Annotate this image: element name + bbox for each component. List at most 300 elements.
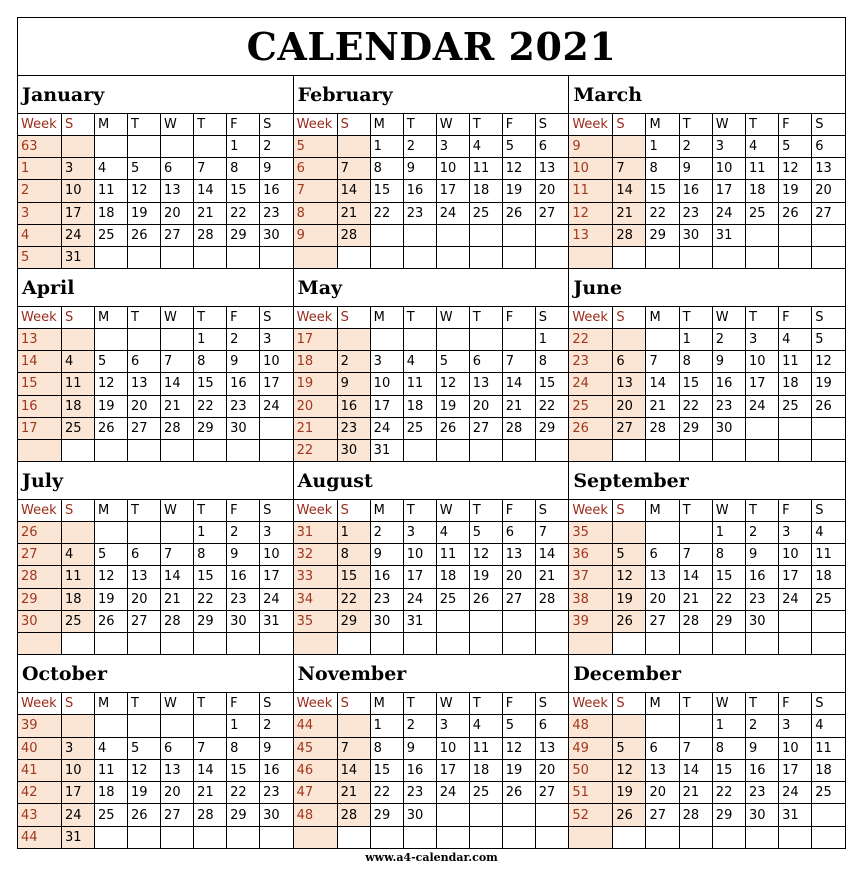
week-number: 9 (294, 224, 338, 246)
day-cell: 6 (646, 544, 679, 566)
month-name: October (18, 655, 293, 693)
day-cell: 27 (161, 804, 194, 826)
day-cell (812, 417, 845, 439)
day-cell: 11 (436, 544, 469, 566)
day-cell (370, 329, 403, 351)
week-row (294, 180, 569, 202)
weekday-header: T (128, 307, 161, 329)
calendar-sheet (17, 17, 846, 849)
day-cell: 8 (646, 158, 679, 180)
day-cell (646, 329, 679, 351)
week-number: 2 (18, 180, 62, 202)
day-cell: 25 (403, 417, 436, 439)
day-cell: 14 (535, 544, 568, 566)
day-cell: 27 (502, 588, 535, 610)
week-row (569, 588, 845, 610)
week-row (294, 136, 569, 158)
month-block-july (18, 462, 294, 655)
day-cell: 17 (779, 759, 812, 781)
week-column-header: Week (569, 307, 613, 329)
month-block-april (18, 269, 294, 462)
day-cell: 4 (779, 329, 812, 351)
day-cell: 7 (337, 158, 370, 180)
day-cell (62, 522, 95, 544)
weekday-header: F (502, 500, 535, 522)
day-cell (403, 632, 436, 654)
weekday-header: M (370, 307, 403, 329)
day-cell: 24 (62, 224, 95, 246)
day-cell: 23 (370, 588, 403, 610)
day-cell: 9 (337, 373, 370, 395)
day-cell: 16 (260, 180, 293, 202)
day-cell (403, 224, 436, 246)
weekday-header: T (679, 114, 712, 136)
day-cell: 13 (535, 737, 568, 759)
day-cell: 31 (712, 224, 745, 246)
day-cell: 6 (161, 158, 194, 180)
weekday-header-row (294, 114, 569, 136)
week-row (294, 804, 569, 826)
day-cell (161, 329, 194, 351)
day-cell (502, 610, 535, 632)
day-cell: 9 (745, 737, 778, 759)
day-cell: 17 (403, 566, 436, 588)
day-cell: 5 (502, 715, 535, 737)
day-cell: 20 (646, 588, 679, 610)
week-row (294, 246, 569, 268)
day-cell (779, 417, 812, 439)
day-cell: 28 (337, 804, 370, 826)
weekday-header: F (502, 693, 535, 715)
day-cell: 22 (337, 588, 370, 610)
day-cell: 24 (712, 202, 745, 224)
day-cell: 9 (745, 544, 778, 566)
day-cell: 10 (62, 759, 95, 781)
week-number: 15 (18, 373, 62, 395)
day-cell: 11 (62, 566, 95, 588)
week-column-header: Week (294, 500, 338, 522)
day-cell: 13 (469, 373, 502, 395)
day-cell (436, 610, 469, 632)
weekday-header: S (535, 500, 568, 522)
footer-url[interactable]: www.a4-calendar.com (365, 851, 498, 864)
day-cell: 3 (260, 329, 293, 351)
month-name: September (569, 462, 845, 500)
day-cell (403, 826, 436, 848)
week-number: 35 (294, 610, 338, 632)
week-number: 40 (18, 737, 62, 759)
day-cell (712, 632, 745, 654)
month-name: December (569, 655, 845, 693)
day-cell: 3 (779, 715, 812, 737)
day-cell (161, 522, 194, 544)
week-row (294, 544, 569, 566)
day-cell (779, 632, 812, 654)
month-grid (294, 693, 569, 848)
day-cell (194, 439, 227, 461)
day-cell (613, 439, 646, 461)
weekday-header: T (745, 307, 778, 329)
day-cell: 10 (62, 180, 95, 202)
weekday-header: T (128, 114, 161, 136)
week-number: 26 (569, 417, 613, 439)
day-cell: 19 (128, 782, 161, 804)
day-cell: 7 (161, 351, 194, 373)
week-row (569, 439, 845, 461)
day-cell (403, 439, 436, 461)
day-cell (337, 632, 370, 654)
day-cell: 14 (646, 373, 679, 395)
day-cell: 30 (745, 610, 778, 632)
day-cell: 25 (779, 395, 812, 417)
day-cell: 4 (62, 544, 95, 566)
day-cell: 18 (779, 373, 812, 395)
week-number: 13 (569, 224, 613, 246)
day-cell: 9 (403, 158, 436, 180)
month-name: March (569, 76, 845, 114)
day-cell: 28 (646, 417, 679, 439)
day-cell: 17 (62, 782, 95, 804)
day-cell (646, 632, 679, 654)
day-cell: 12 (128, 180, 161, 202)
day-cell: 16 (403, 180, 436, 202)
day-cell: 13 (535, 158, 568, 180)
day-cell: 28 (679, 804, 712, 826)
day-cell (812, 439, 845, 461)
day-cell: 14 (502, 373, 535, 395)
week-number (569, 246, 613, 268)
day-cell (227, 246, 260, 268)
day-cell: 4 (745, 136, 778, 158)
day-cell: 23 (260, 782, 293, 804)
weekday-header: F (779, 500, 812, 522)
weekday-header: F (502, 114, 535, 136)
weekday-header: S (337, 307, 370, 329)
day-cell: 18 (95, 782, 128, 804)
week-row (569, 329, 845, 351)
day-cell: 13 (613, 373, 646, 395)
weekday-header: F (779, 307, 812, 329)
day-cell: 5 (95, 351, 128, 373)
week-row (294, 759, 569, 781)
week-number: 22 (294, 439, 338, 461)
day-cell (812, 632, 845, 654)
weekday-header: S (535, 307, 568, 329)
day-cell: 30 (227, 610, 260, 632)
day-cell: 24 (436, 202, 469, 224)
weekday-header: M (95, 500, 128, 522)
weekday-header-row (18, 307, 293, 329)
day-cell: 14 (194, 759, 227, 781)
day-cell (403, 246, 436, 268)
day-cell: 20 (535, 759, 568, 781)
day-cell: 23 (337, 417, 370, 439)
day-cell (128, 715, 161, 737)
week-row (18, 202, 293, 224)
week-number: 18 (294, 351, 338, 373)
weekday-header: T (679, 500, 712, 522)
day-cell: 23 (260, 202, 293, 224)
day-cell: 20 (535, 180, 568, 202)
day-cell: 18 (812, 566, 845, 588)
day-cell (613, 246, 646, 268)
week-number: 38 (569, 588, 613, 610)
weekday-header: S (62, 500, 95, 522)
weekday-header: M (646, 307, 679, 329)
weekday-header: T (469, 693, 502, 715)
day-cell: 22 (194, 395, 227, 417)
month-block-september (569, 462, 845, 655)
day-cell (337, 136, 370, 158)
day-cell: 30 (745, 804, 778, 826)
day-cell (95, 329, 128, 351)
day-cell: 4 (436, 522, 469, 544)
month-block-october (18, 655, 294, 848)
day-cell (161, 439, 194, 461)
day-cell (128, 329, 161, 351)
day-cell: 1 (712, 715, 745, 737)
day-cell: 25 (436, 588, 469, 610)
week-number: 31 (294, 522, 338, 544)
weekday-header: S (613, 114, 646, 136)
day-cell: 16 (745, 566, 778, 588)
day-cell: 24 (779, 782, 812, 804)
weekday-header-row (294, 693, 569, 715)
week-row (569, 804, 845, 826)
day-cell: 4 (812, 715, 845, 737)
day-cell: 25 (469, 782, 502, 804)
week-number: 45 (294, 737, 338, 759)
day-cell: 30 (337, 439, 370, 461)
week-number (18, 439, 62, 461)
day-cell (646, 826, 679, 848)
week-number: 23 (569, 351, 613, 373)
weekday-header: T (403, 114, 436, 136)
week-row (18, 566, 293, 588)
day-cell: 17 (260, 566, 293, 588)
day-cell: 7 (535, 522, 568, 544)
day-cell (502, 329, 535, 351)
day-cell: 27 (535, 782, 568, 804)
day-cell: 3 (436, 136, 469, 158)
day-cell: 18 (436, 566, 469, 588)
month-grid (569, 307, 845, 461)
day-cell: 19 (128, 202, 161, 224)
week-row (18, 158, 293, 180)
day-cell: 28 (502, 417, 535, 439)
day-cell: 4 (812, 522, 845, 544)
day-cell: 10 (403, 544, 436, 566)
weekday-header-row (569, 693, 845, 715)
day-cell: 15 (679, 373, 712, 395)
day-cell (337, 329, 370, 351)
day-cell: 3 (260, 522, 293, 544)
week-row (569, 632, 845, 654)
day-cell (469, 632, 502, 654)
day-cell (260, 417, 293, 439)
day-cell (62, 136, 95, 158)
day-cell: 5 (128, 158, 161, 180)
day-cell (469, 804, 502, 826)
month-grid (18, 500, 293, 654)
day-cell: 8 (370, 737, 403, 759)
day-cell (161, 715, 194, 737)
day-cell: 1 (370, 136, 403, 158)
month-grid (18, 307, 293, 461)
day-cell: 6 (128, 351, 161, 373)
day-cell (161, 826, 194, 848)
week-row (294, 737, 569, 759)
day-cell: 4 (403, 351, 436, 373)
day-cell: 12 (128, 759, 161, 781)
day-cell: 23 (227, 588, 260, 610)
week-number: 5 (294, 136, 338, 158)
day-cell: 11 (812, 544, 845, 566)
day-cell: 13 (161, 759, 194, 781)
day-cell: 19 (613, 782, 646, 804)
week-row (569, 395, 845, 417)
day-cell: 10 (712, 158, 745, 180)
day-cell: 6 (535, 136, 568, 158)
day-cell: 23 (679, 202, 712, 224)
day-cell: 18 (62, 395, 95, 417)
day-cell (62, 439, 95, 461)
day-cell: 12 (469, 544, 502, 566)
day-cell: 5 (95, 544, 128, 566)
day-cell: 23 (403, 202, 436, 224)
day-cell: 18 (469, 180, 502, 202)
day-cell: 19 (779, 180, 812, 202)
day-cell: 2 (403, 715, 436, 737)
day-cell: 27 (128, 610, 161, 632)
week-number: 44 (294, 715, 338, 737)
day-cell (469, 224, 502, 246)
day-cell: 8 (712, 544, 745, 566)
day-cell (613, 632, 646, 654)
day-cell: 7 (194, 737, 227, 759)
day-cell: 26 (128, 224, 161, 246)
weekday-header: W (161, 307, 194, 329)
day-cell: 9 (227, 351, 260, 373)
week-column-header: Week (294, 693, 338, 715)
day-cell: 20 (161, 782, 194, 804)
week-row (569, 351, 845, 373)
week-row (569, 737, 845, 759)
day-cell (812, 246, 845, 268)
week-row (294, 522, 569, 544)
day-cell: 25 (469, 202, 502, 224)
day-cell: 17 (779, 566, 812, 588)
month-grid (294, 114, 569, 268)
week-number: 27 (18, 544, 62, 566)
page-title: CALENDAR 2021 (18, 18, 845, 76)
week-column-header: Week (18, 500, 62, 522)
day-cell: 30 (403, 804, 436, 826)
day-cell: 9 (370, 544, 403, 566)
day-cell: 29 (227, 224, 260, 246)
weekday-header: T (745, 114, 778, 136)
day-cell (161, 136, 194, 158)
day-cell: 4 (469, 715, 502, 737)
week-number: 8 (294, 202, 338, 224)
day-cell: 26 (502, 782, 535, 804)
day-cell: 16 (227, 566, 260, 588)
day-cell: 26 (95, 610, 128, 632)
day-cell (436, 224, 469, 246)
day-cell: 15 (712, 759, 745, 781)
week-number: 33 (294, 566, 338, 588)
day-cell (502, 439, 535, 461)
day-cell: 30 (227, 417, 260, 439)
weekday-header: S (62, 114, 95, 136)
day-cell (194, 246, 227, 268)
day-cell: 24 (436, 782, 469, 804)
weekday-header: S (812, 114, 845, 136)
weekday-header: F (227, 693, 260, 715)
week-number: 6 (294, 158, 338, 180)
day-cell: 5 (128, 737, 161, 759)
day-cell: 29 (370, 804, 403, 826)
weekday-header: S (337, 693, 370, 715)
day-cell: 16 (227, 373, 260, 395)
day-cell (227, 439, 260, 461)
day-cell: 19 (502, 759, 535, 781)
week-row (294, 632, 569, 654)
week-number: 51 (569, 782, 613, 804)
day-cell: 9 (260, 158, 293, 180)
month-block-january (18, 76, 294, 269)
month-block-november (294, 655, 570, 848)
weekday-header: W (436, 500, 469, 522)
day-cell: 2 (370, 522, 403, 544)
week-number: 44 (18, 826, 62, 848)
day-cell: 10 (779, 737, 812, 759)
day-cell (469, 329, 502, 351)
weekday-header: F (502, 307, 535, 329)
day-cell (535, 826, 568, 848)
day-cell: 31 (62, 246, 95, 268)
day-cell: 26 (436, 417, 469, 439)
week-number: 47 (294, 782, 338, 804)
month-block-may (294, 269, 570, 462)
day-cell: 1 (337, 522, 370, 544)
weekday-header-row (294, 307, 569, 329)
day-cell (535, 246, 568, 268)
week-row (569, 246, 845, 268)
day-cell: 30 (260, 804, 293, 826)
day-cell: 17 (370, 395, 403, 417)
week-number: 17 (18, 417, 62, 439)
day-cell: 22 (646, 202, 679, 224)
day-cell: 29 (712, 804, 745, 826)
day-cell: 14 (161, 373, 194, 395)
weekday-header: S (812, 500, 845, 522)
week-number: 35 (569, 522, 613, 544)
week-row (294, 351, 569, 373)
day-cell: 26 (812, 395, 845, 417)
day-cell: 1 (227, 136, 260, 158)
week-number: 10 (569, 158, 613, 180)
day-cell (779, 439, 812, 461)
day-cell: 26 (613, 804, 646, 826)
day-cell: 19 (95, 588, 128, 610)
day-cell (745, 246, 778, 268)
week-column-header: Week (294, 307, 338, 329)
day-cell: 12 (613, 566, 646, 588)
weekday-header: S (812, 693, 845, 715)
day-cell (535, 439, 568, 461)
day-cell: 26 (502, 202, 535, 224)
